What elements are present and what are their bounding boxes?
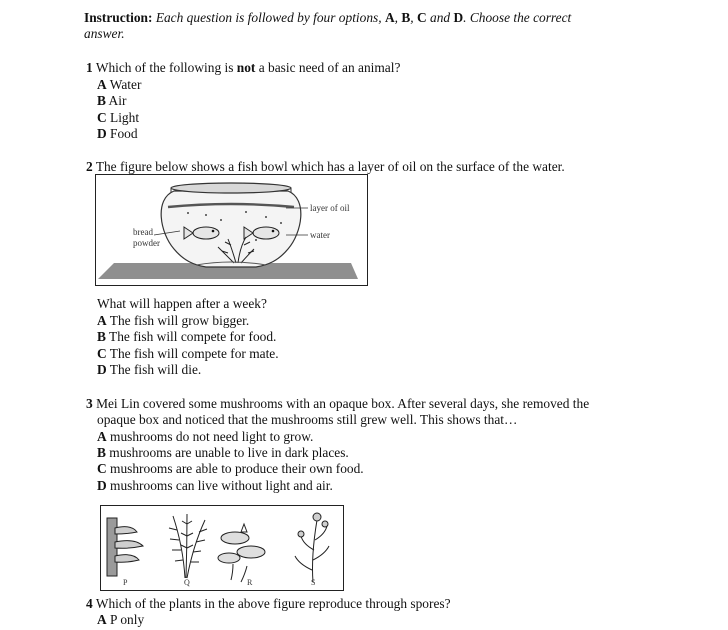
q1-number: 1: [86, 60, 93, 75]
q3-text-1: Mei Lin covered some mushrooms with an opaque box. After several days, she removed the: [96, 396, 590, 411]
option-text: P only: [110, 612, 145, 627]
instruction-sep-2: ,: [410, 10, 414, 25]
instruction-and: and: [430, 10, 451, 25]
q2-stem: [86, 159, 565, 175]
instruction-line-2: answer.: [84, 26, 125, 41]
option-text: The fish will compete for food.: [109, 329, 277, 344]
option-letter: B: [97, 445, 106, 460]
plant-q-illustration: [169, 514, 207, 578]
q4-option-a: [97, 612, 144, 628]
instruction-line-1: [84, 10, 571, 26]
q3-number: 3: [86, 396, 93, 411]
plant-label-s: S: [311, 578, 316, 587]
q4-stem: [86, 596, 451, 612]
option-letter: A: [97, 429, 107, 444]
option-letter: A: [97, 313, 107, 328]
plant-r-illustration: [218, 524, 265, 582]
option-letter: D: [97, 362, 107, 377]
label-layer-of-oil: layer of oil: [310, 203, 350, 213]
option-text: mushrooms do not need light to grow.: [110, 429, 314, 444]
label-powder: powder: [133, 238, 160, 248]
plant-p-illustration: [107, 518, 143, 576]
instruction-opt-c: C: [417, 10, 427, 25]
option-letter: B: [97, 93, 106, 108]
q2-option-b: [97, 329, 276, 345]
option-letter: D: [97, 126, 107, 141]
q1-emphasis: not: [236, 60, 256, 75]
option-text: Light: [110, 110, 140, 125]
option-text: The fish will grow bigger.: [109, 313, 250, 328]
q1-stem: [86, 60, 400, 76]
option-letter: D: [97, 478, 107, 493]
option-text: mushrooms are able to produce their own food.: [110, 461, 364, 476]
instruction-text-1: Each question is followed by four options,: [155, 10, 382, 25]
plant-s-illustration: [295, 513, 329, 582]
q2-option-d: [97, 362, 201, 378]
q4-number: 4: [86, 596, 93, 611]
q1-option-d: [97, 126, 138, 142]
instruction-sep-1: ,: [394, 10, 398, 25]
q1-option-c: [97, 110, 139, 126]
q3-stem-line-2: opaque box and noticed that the mushrooms still grew well. This shows that…: [97, 412, 518, 427]
q2-option-c: [97, 346, 279, 362]
q2-option-a: [97, 313, 249, 329]
label-bread: bread: [133, 227, 153, 237]
option-letter: A: [97, 612, 107, 627]
instruction-label: Instruction:: [84, 10, 153, 25]
option-text: Air: [108, 93, 127, 108]
plant-label-q: Q: [184, 578, 190, 587]
instruction-opt-d: D: [453, 10, 464, 25]
option-text: The fish will die.: [109, 362, 202, 377]
q3-option-a: [97, 429, 313, 445]
instruction-opt-a: A: [384, 10, 395, 25]
q3-option-c: [97, 461, 364, 477]
option-letter: B: [97, 329, 106, 344]
plants-illustration: [101, 506, 343, 590]
plant-label-p: P: [123, 578, 128, 587]
fish-bowl: [161, 191, 301, 267]
label-water: water: [310, 230, 330, 240]
plant-label-r: R: [247, 578, 253, 587]
q1-text-before: Which of the following is: [95, 60, 234, 75]
bowl-rim: [171, 183, 291, 193]
option-text: Food: [110, 126, 138, 141]
q4-text: Which of the plants in the above figure reproduce through spores?: [95, 596, 451, 611]
q3-stem-line-1: [86, 396, 589, 412]
option-letter: A: [97, 77, 107, 92]
option-text: mushrooms can live without light and air.: [110, 478, 333, 493]
instruction-text-2: . Choose the correct: [463, 10, 572, 25]
q2-question: What will happen after a week?: [97, 296, 267, 311]
q2-text: The figure below shows a fish bowl which has a layer of oil on the surface of the water.: [95, 159, 565, 174]
plants-figure: [100, 505, 344, 591]
q3-option-d: [97, 478, 333, 494]
option-letter: C: [97, 461, 107, 476]
q1-option-a: [97, 77, 141, 93]
option-letter: C: [97, 110, 107, 125]
option-text: mushrooms are unable to live in dark places.: [109, 445, 349, 460]
option-text: Water: [109, 77, 142, 92]
instruction-opt-b: B: [401, 10, 411, 25]
fish-bowl-figure: [95, 174, 368, 286]
q2-number: 2: [86, 159, 93, 174]
q1-text-after: a basic need of an animal?: [258, 60, 401, 75]
q1-option-b: [97, 93, 126, 109]
option-text: The fish will compete for mate.: [109, 346, 279, 361]
q3-option-b: [97, 445, 349, 461]
option-letter: C: [97, 346, 107, 361]
